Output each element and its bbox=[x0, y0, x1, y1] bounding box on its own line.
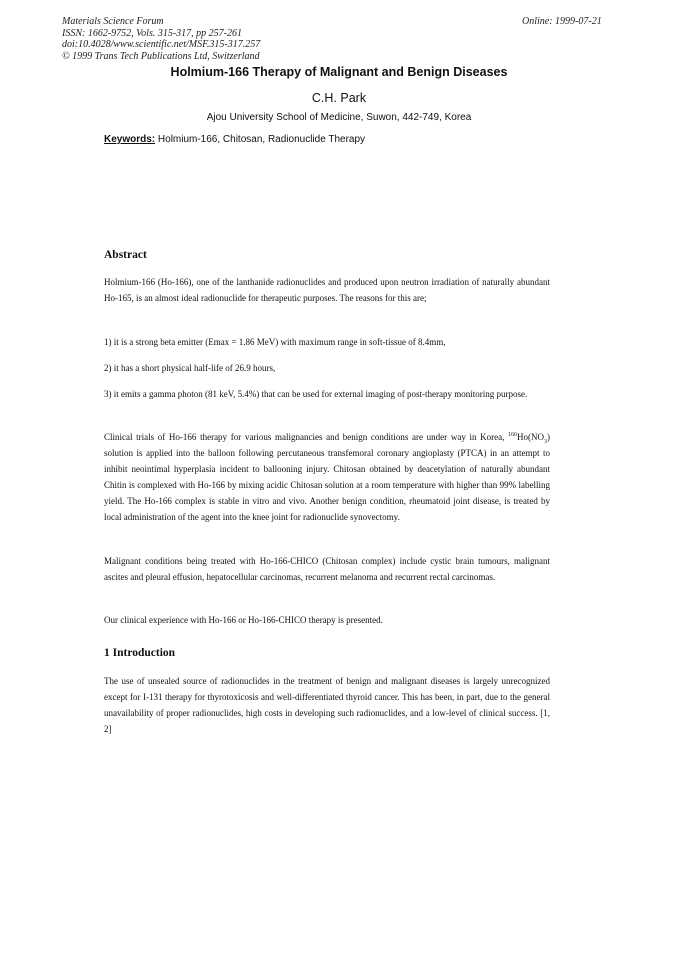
abstract-intro: Holmium-166 (Ho-166), one of the lanthanide radionuclides and produced upon neutron irradiation of naturally abundant Ho-165, is an almost ideal radionuclide for therapeutic purposes. The reasons for this are; bbox=[104, 277, 550, 303]
introduction-paragraph-1: The use of unsealed source of radionuclides in the treatment of benign and malignant diseases is largely unrecognized except for I-131 therapy for thyrotoxicosis and well-differentiated thyroid cancer. This has been, in part, due to the general unavailability of proper radionuclides, high costs in developing such radionuclides, and a low-level of clinical success. [1, 2] bbox=[104, 676, 550, 734]
p2-subscript: 3 bbox=[544, 438, 548, 445]
keywords-label: Keywords: bbox=[104, 134, 156, 145]
keywords-line bbox=[104, 134, 365, 145]
journal-name: Materials Science Forum bbox=[62, 16, 164, 27]
abstract-item-3: 3) it emits a gamma photon (81 keV, 5.4%) that can be used for external imaging of post-therapy monitoring purpose. bbox=[104, 389, 528, 399]
author-name: C.H. Park bbox=[311, 91, 367, 105]
affiliation: Ajou University School of Medicine, Suwon, 442-749, Korea bbox=[206, 112, 472, 123]
abstract-paragraph-4: Our clinical experience with Ho-166 or Ho-166-CHICO therapy is presented. bbox=[104, 615, 383, 625]
doi-line[interactable]: doi:10.4028/www.scientific.net/MSF.315-317.257 bbox=[62, 39, 261, 51]
p2-compound: Ho(NO bbox=[517, 432, 545, 442]
p2-isotope-mass: 166 bbox=[508, 432, 518, 438]
issn-line: ISSN: 1662-9752, Vols. 315-317, pp 257-261 bbox=[62, 27, 242, 39]
abstract-paragraph-3: Malignant conditions being treated with Ho-166-CHICO (Chitosan complex) include cystic brain tumours, malignant ascites and pleural effusion, hepatocellular carcinomas, recurrent melanoma and recurrent rectal carcinomas. bbox=[104, 556, 550, 582]
copyright-line: © 1999 Trans Tech Publications Ltd, Switzerland bbox=[62, 50, 260, 62]
p2-rest: ) solution is applied into the balloon following percutaneous transfemoral coronary angioplasty (PTCA) in an attempt to inhibit neointimal hyperplasia incident to ballooning injury. Chitosan obtained by deacetylation of naturally abundant Chitin is complexed with Ho-166 by mixing acidic Chitosan solution at a room temperature with higher than 99% labelling yield. The Ho-166 complex is stable in vitro and vivo. Another benign condition, rheumatoid joint disease, is treated by local administration of the agent into the knee joint for radionuclide synovectomy. bbox=[104, 432, 551, 522]
introduction-heading: 1 Introduction bbox=[104, 647, 176, 659]
abstract-item-2: 2) it has a short physical half-life of 26.9 hours, bbox=[104, 363, 276, 373]
abstract-heading: Abstract bbox=[104, 249, 147, 261]
online-date: Online: 1999-07-21 bbox=[522, 16, 602, 27]
citation-header bbox=[62, 16, 260, 62]
paper-title: Holmium-166 Therapy of Malignant and Benign Diseases bbox=[170, 65, 508, 79]
keywords-text: Holmium-166, Chitosan, Radionuclide Therapy bbox=[157, 134, 366, 145]
abstract-paragraph-2 bbox=[104, 429, 550, 525]
abstract-item-1: 1) it is a strong beta emitter (Emax = 1.86 MeV) with maximum range in soft-tissue of 8.4mm, bbox=[104, 337, 446, 347]
p2-start: Clinical trials of Ho-166 therapy for various malignancies and benign conditions are under way in Korea, bbox=[104, 432, 505, 442]
